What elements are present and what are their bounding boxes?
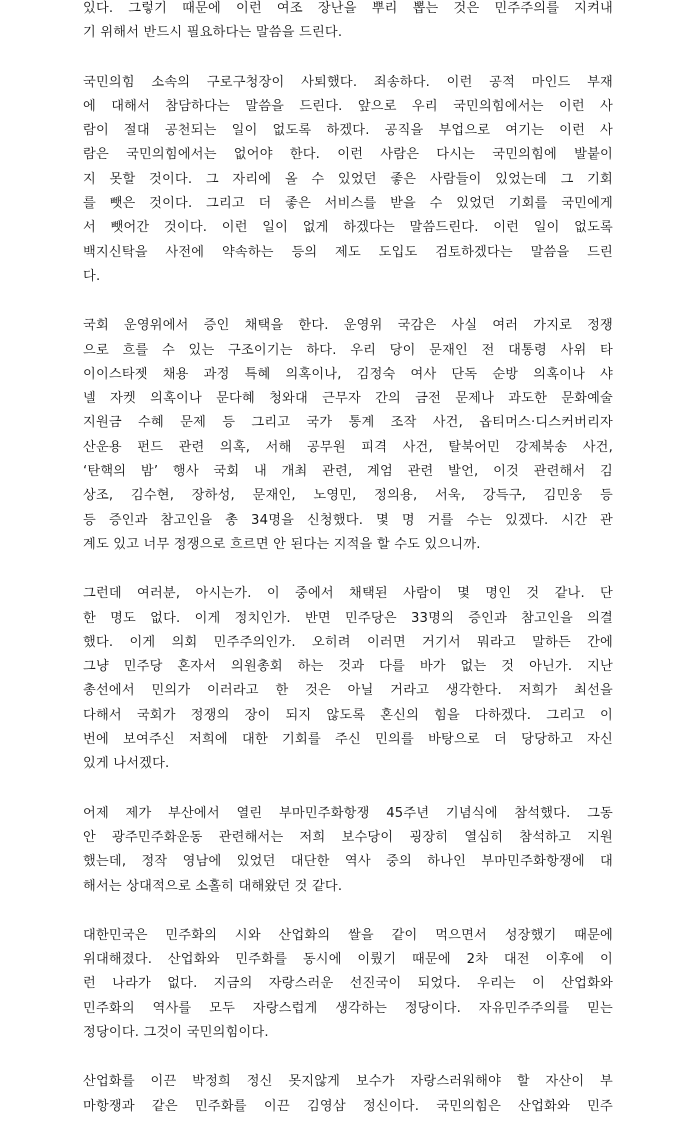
text-line: 등 증인과 참고인을 총 34명을 신청했다. 몇 명 거를 수는 있겠다. 시간 관 (83, 512, 613, 528)
text-line: 서 뺏어간 것이다. 이런 일이 없게 하겠다는 말씀드린다. 이런 일이 없도록 (83, 220, 613, 236)
text-line: 있게 나서겠다. (83, 756, 170, 772)
text-line: 했다. 이게 의회 민주주의인가. 오히려 이러면 거기서 뭐라고 말하든 간에 (83, 634, 613, 650)
text-line: 산업화를 이끈 박정희 정신 못지않게 보수가 자랑스러워해야 할 자산이 부 (83, 1074, 613, 1090)
text-line: 그런데 여러분, 아시는가. 이 중에서 채택된 사람이 몇 명인 것 같나. 단 (83, 586, 613, 602)
text-line: 총선에서 민의가 이러라고 한 것은 아닐 거라고 생각한다. 저희가 최선을 (83, 683, 613, 699)
text-line: 를 뺏은 것이다. 그리고 더 좋은 서비스를 받을 수 있었던 기회를 국민에게 (83, 196, 613, 212)
paragraph-6 (83, 924, 613, 1045)
text-line: 지 못할 것이다. 그 자리에 올 수 있었던 좋은 사람들이 있었는데 그 기회 (83, 171, 613, 187)
text-line: 안 광주민주화운동 관련해서는 저희 보수당이 굉장히 열심히 참석하고 지원 (83, 829, 613, 845)
text-line: 런 나라가 없다. 지금의 자랑스러운 선진국이 되었다. 우리는 이 산업화와 (83, 976, 613, 992)
text-line: 마항쟁과 같은 민주화를 이끈 김영삼 정신이다. 국민의힘은 산업화와 민주 (83, 1098, 613, 1114)
text-line: 람은 국민의힘에서는 없어야 한다. 이런 사람은 다시는 국민의힘에 발붙이 (83, 147, 613, 163)
text-line: 한 명도 없다. 이게 정치인가. 반면 민주당은 33명의 증인과 참고인을 의결 (83, 610, 613, 626)
text-line: 이이스타젯 채용 과정 특혜 의혹이나, 김정숙 여사 단독 순방 의혹이나 샤 (83, 366, 613, 382)
text-line: 산운용 펀드 관련 의혹, 서해 공무원 피격 사건, 탈북어민 강제북송 사건, (83, 439, 613, 455)
text-line: 국민의힘 소속의 구로구청장이 사퇴했다. 죄송하다. 이런 공적 마인드 부재 (83, 74, 613, 90)
paragraph-4 (83, 582, 613, 776)
paragraph-2 (83, 71, 613, 290)
text-line: 백지신탁을 사전에 약속하는 등의 제도 도입도 검토하겠다는 말씀을 드린 (83, 244, 613, 260)
paragraph-7 (83, 1070, 613, 1119)
text-line: 번에 보여주신 저희에 대한 기회를 주신 민의를 바탕으로 더 당당하고 자신 (83, 732, 613, 748)
text-line: 국회 운영위에서 증인 채택을 한다. 운영위 국감은 사실 여러 가지로 정쟁 (83, 318, 613, 334)
text-line: 넬 자켓 의혹이나 문다혜 청와대 근무자 간의 금전 문제나 과도한 문화예술 (83, 391, 613, 407)
text-line: 해서는 상대적으로 소홀히 대해왔던 것 같다. (83, 878, 343, 894)
text-line: 람이 절대 공천되는 일이 없도록 하겠다. 공직을 부업으로 여기는 이런 사 (83, 123, 613, 139)
text-line: 에 대해서 참담하다는 말씀을 드린다. 앞으로 우리 국민의힘에서는 이런 사 (83, 98, 613, 114)
text-line: 상조, 김수현, 장하성, 문재인, 노영민, 정의용, 서욱, 강득구, 김민웅 등 (83, 488, 613, 504)
text-line: 계도 있고 너무 정쟁으로 흐르면 안 된다는 지적을 할 수도 있으니까. (83, 536, 481, 552)
text-line: 위대해졌다. 산업화와 민주화를 동시에 이뤘기 때문에 2차 대전 이후에 이 (83, 952, 613, 968)
text-line: 다해서 국회가 정쟁의 장이 되지 않도록 혼신의 힘을 다하겠다. 그리고 이 (83, 707, 613, 723)
text-line: 으로 흐를 수 있는 구조이기는 하다. 우리 당이 문재인 전 대통령 사위 타 (83, 342, 613, 358)
text-line: 다. (83, 268, 101, 284)
paragraph-1 (83, 0, 613, 46)
text-line: 지원금 수혜 문제 등 그리고 국가 통계 조작 사건, 옵티머스·디스커버리자 (83, 415, 613, 431)
text-line: 그냥 민주당 혼자서 의원총회 하는 것과 다를 바가 없는 것 아닌가. 지난 (83, 659, 613, 675)
text-line: 기 위해서 반드시 필요하다는 말씀을 드린다. (83, 25, 343, 41)
text-line: 정당이다. 그것이 국민의힘이다. (83, 1024, 269, 1040)
paragraph-5 (83, 802, 613, 899)
paragraph-3 (83, 314, 613, 557)
text-line: 했는데, 정작 영남에 있었던 대단한 역사 중의 하나인 부마민주화항쟁에 대 (83, 854, 613, 870)
text-line: 어제 제가 부산에서 열린 부마민주화항쟁 45주년 기념식에 참석했다. 그동 (83, 805, 613, 821)
text-line: 대한민국은 민주화의 시와 산업화의 쌀을 같이 먹으면서 성장했기 때문에 (83, 927, 613, 943)
text-line: 있다. 그렇기 때문에 이런 여조 장난을 뿌리 뽑는 것은 민주주의를 지켜내 (83, 1, 613, 16)
text-line: 민주화의 역사를 모두 자랑스럽게 생각하는 정당이다. 자유민주주의를 믿는 (83, 1000, 613, 1016)
document-body (83, 0, 613, 1144)
text-line: ‘탄핵의 밤’ 행사 국회 내 개최 관련, 계엄 관련 발언, 이것 관련해서 김 (83, 464, 613, 480)
